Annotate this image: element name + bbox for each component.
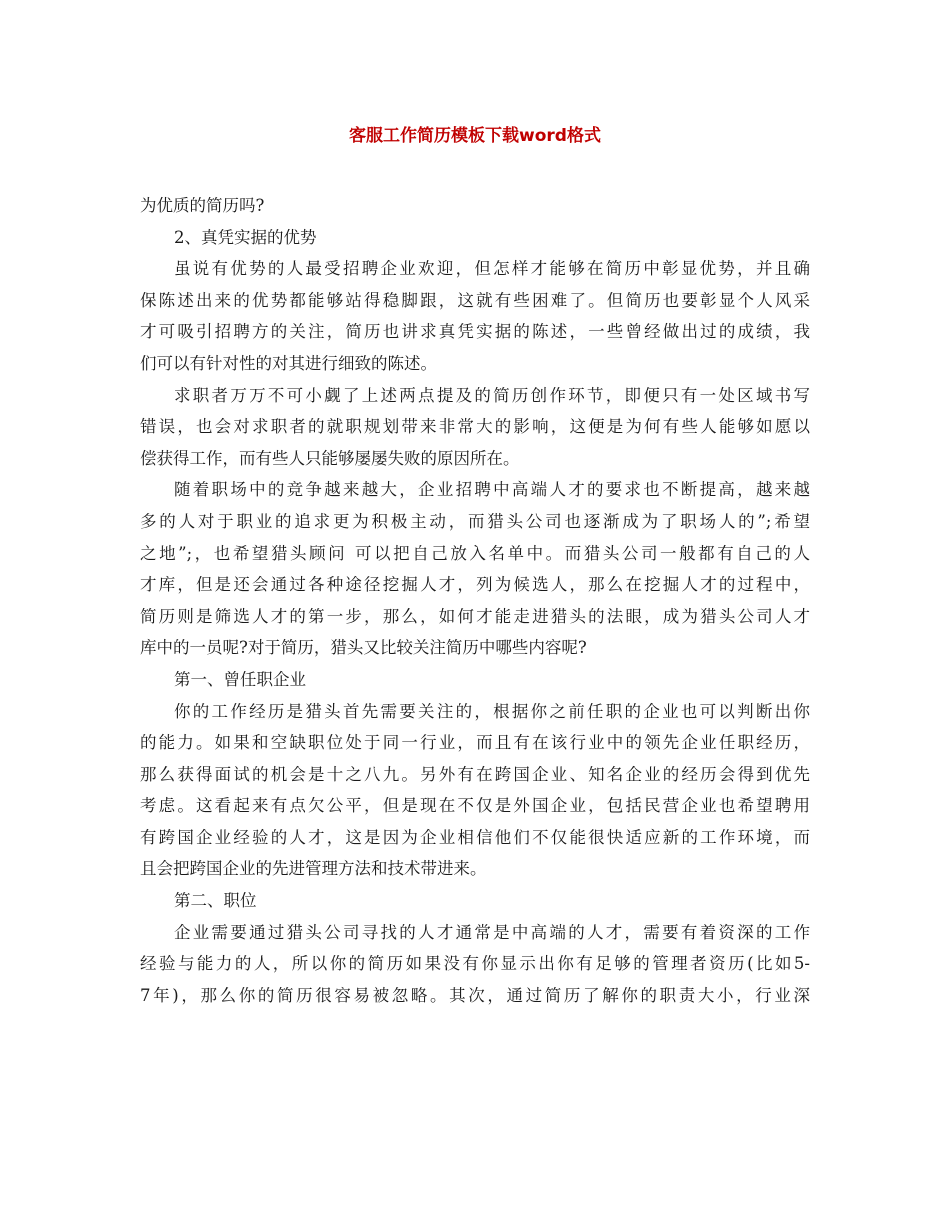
text-line: 简历则是筛选人才的第一步，那么，如何才能走进猎头的法眼，成为猎头公司人才 (140, 606, 810, 626)
text-line: 7年)，那么你的简历很容易被忽略。其次，通过简历了解你的职责大小，行业深 (140, 985, 810, 1005)
text-line: 2、真凭实据的优势 (174, 227, 317, 247)
text-line: 企业需要通过猎头公司寻找的人才通常是中高端的人才，需要有着资深的工作 (174, 922, 810, 942)
text-line: 库中的一员呢?对于简历，猎头又比较关注简历中哪些内容呢? (140, 638, 587, 658)
text-line: 第一、曾任职企业 (174, 669, 306, 689)
document-body (140, 190, 810, 1011)
text-line: 第二、职位 (174, 891, 257, 911)
text-line: 求职者万万不可小觑了上述两点提及的简历创作环节，即便只有一处区域书写 (174, 385, 810, 405)
text-line: 为优质的简历吗? (140, 196, 265, 215)
text-line: 考虑。这看起来有点欠公平，但是现在不仅是外国企业，包括民营企业也希望聘用 (140, 796, 810, 816)
text-line: 虽说有优势的人最受招聘企业欢迎，但怎样才能够在简历中彰显优势，并且确 (174, 259, 810, 279)
text-line: 那么获得面试的机会是十之八九。另外有在跨国企业、知名企业的经历会得到优先 (140, 764, 810, 784)
text-line: 才可吸引招聘方的关注，简历也讲求真凭实据的陈述，一些曾经做出过的成绩，我 (140, 322, 810, 342)
text-line: 错误，也会对求职者的就职规划带来非常大的影响，这便是为何有些人能够如愿以 (140, 417, 810, 437)
text-line: 经验与能力的人，所以你的简历如果没有你显示出你有足够的管理者资历(比如5- (140, 954, 810, 974)
text-line: 偿获得工作，而有些人只能够屡屡失败的原因所在。 (140, 448, 520, 468)
text-line: 你的工作经历是猎头首先需要关注的，根据你之前任职的企业也可以判断出你 (174, 701, 810, 721)
text-line: 保陈述出来的优势都能够站得稳脚跟，这就有些困难了。但简历也要彰显个人风采 (140, 290, 810, 310)
text-line: 有跨国企业经验的人才，这是因为企业相信他们不仅能很快适应新的工作环境，而 (140, 827, 810, 847)
text-line: 之地”;，也希望猎头顾问 可以把自己放入名单中。而猎头公司一般都有自己的人 (140, 543, 810, 563)
text-line: 的能力。如果和空缺职位处于同一行业，而且有在该行业中的领先企业任职经历， (140, 733, 810, 753)
text-line: 多的人对于职业的追求更为积极主动，而猎头公司也逐渐成为了职场人的”;希望 (140, 511, 810, 531)
text-line: 且会把跨国企业的先进管理方法和技术带进来。 (140, 859, 487, 879)
text-line: 们可以有针对性的对其进行细致的陈述。 (140, 353, 437, 373)
text-line: 随着职场中的竞争越来越大，企业招聘中高端人才的要求也不断提高，越来越 (174, 480, 810, 500)
text-line: 才库，但是还会通过各种途径挖掘人才，列为候选人，那么在挖掘人才的过程中， (140, 575, 810, 595)
document-title: 客服工作简历模板下载word格式 (349, 126, 601, 146)
